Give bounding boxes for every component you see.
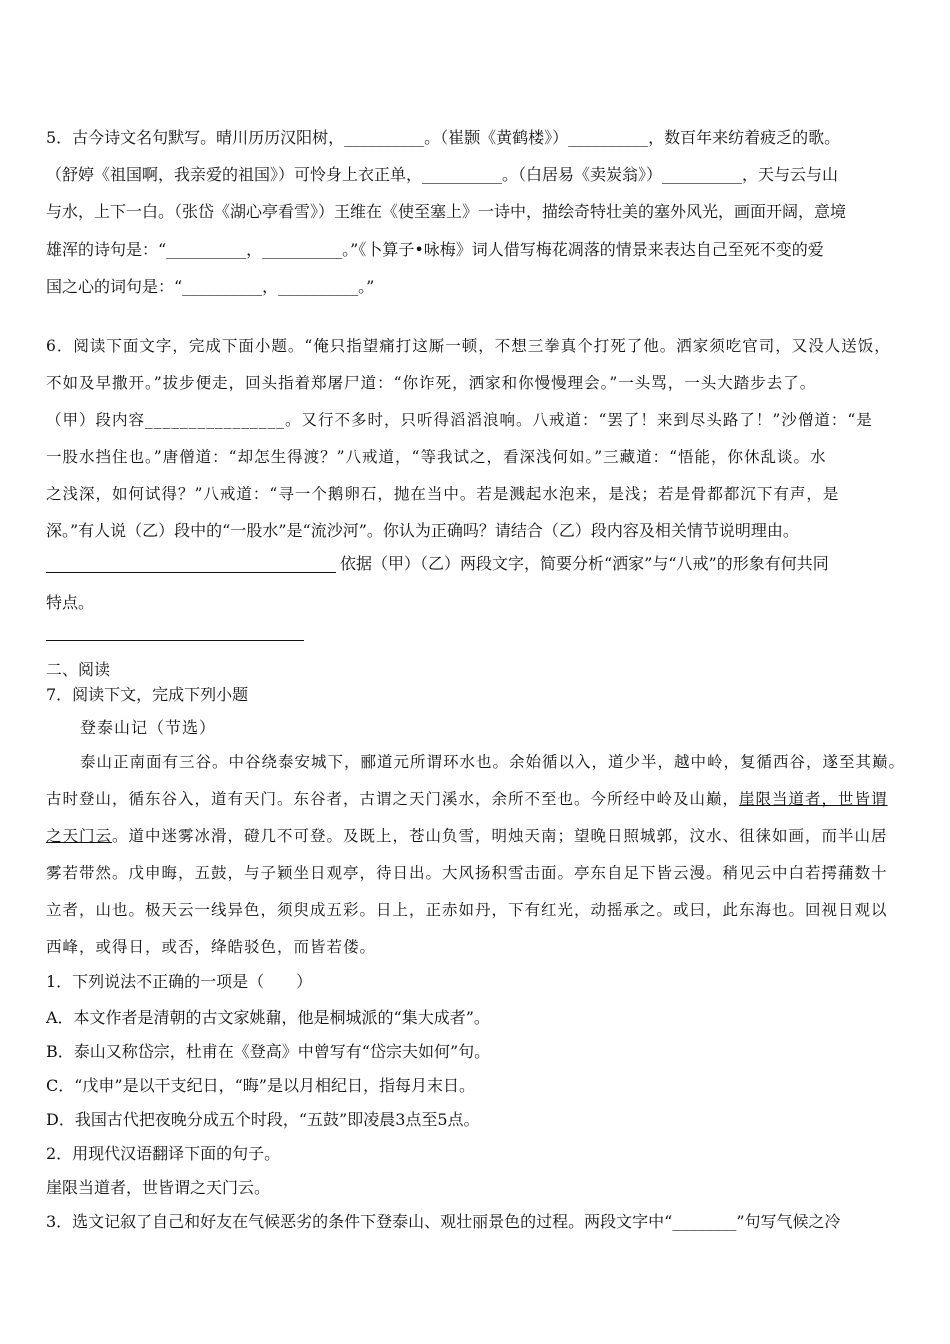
passage-line-5: 立者，山也。极天云一线异色，须臾成五彩。日上，正赤如丹，下有红光，动摇承之。或曰，此东海也。回视日观以 [46, 901, 888, 919]
q5-line-3: 与水，上下一白。（张岱《湖心亭看雪》）王维在《使至塞上》一诗中，描绘奇特壮美的塞外风光，画面开阔，意境 [46, 202, 847, 221]
q6-line-7: 依据（甲）（乙）两段文字，简要分析“洒家”与“八戒”的形象有何共同 [340, 554, 829, 573]
option-a: A．本文作者是清朝的古文家姚鼐，他是桐城派的“集大成者”。 [46, 1008, 490, 1027]
subq-1: 1．下列说法不正确的一项是（ ） [46, 972, 313, 991]
passage-line-4: 雾若带然。戊申晦，五鼓，与子颖坐日观亭，待日出。大风扬积雪击面。亭东自足下皆云漫。稍见云中白若摴蒱数十 [46, 864, 888, 882]
passage-underlined-2: 之天门云 [46, 827, 113, 845]
option-c: C．“戊申”是以干支纪日，“晦”是以月相纪日，指每月末日。 [46, 1076, 475, 1095]
answer-blank-1 [46, 572, 336, 573]
passage-underlined-1: 崖限当道者，世皆谓 [739, 790, 888, 808]
passage-line-2-text: 古时登山，循东谷入，道有天门。东谷者，古谓之天门溪水，余所不至也。今所经中岭及山巅， [46, 790, 740, 808]
subq-2-sentence: 崖限当道者，世皆谓之天门云。 [46, 1178, 271, 1197]
subq-3: 3．选文记叙了自己和好友在气候恶劣的条件下登泰山、观壮丽景色的过程。两段文字中“________”句写气候之冷 [46, 1212, 841, 1231]
q5-line-2: （舒婷《祖国啊，我亲爱的祖国》）可怜身上衣正单，__________。（白居易《卖炭翁》）__________，天与云与山 [46, 165, 839, 184]
passage-title: 登泰山记（节选） [80, 718, 217, 737]
passage-line-2 [46, 789, 910, 809]
section-heading: 二、阅读 [46, 660, 111, 679]
q6-line-8: 特点。 [46, 593, 95, 612]
q6-line-5: 之浅深，如何试得？”八戒道：“寻一个鹅卵石，抛在当中。若是溅起水泡来，是浅；若是骨都都沉下有声，是 [46, 485, 840, 503]
answer-blank-2 [46, 640, 304, 641]
passage-line-1: 泰山正南面有三谷。中谷绕泰安城下，郦道元所谓环水也。余始循以入，道少半，越中岭，复循西谷，遂至其巅。 [80, 753, 906, 771]
passage-line-6: 西峰，或得日，或否，绛皓驳色，而皆若偻。 [46, 938, 377, 956]
passage-line-3 [46, 826, 910, 846]
q5-line-5: 国之心的词句是：“__________，__________。” [46, 277, 375, 296]
q6-line-4: 一股水挡住也。”唐僧道：“却怎生得渡？”八戒道，“等我试之，看深浅何如。”三藏道：“悟能，你休乱谈。水 [46, 448, 827, 466]
q6-line-3: （甲）段内容________________。又行不多时，只听得滔滔浪响。八戒道：“罢了！来到尽头路了！”沙僧道：“是 [46, 411, 873, 429]
option-d: D．我国古代把夜晚分成五个时段，“五鼓”即凌晨3点至5点。 [46, 1110, 480, 1129]
subq-2: 2．用现代汉语翻译下面的句子。 [46, 1144, 281, 1163]
option-b: B．泰山又称岱宗，杜甫在《登高》中曾写有“岱宗夫如何”句。 [46, 1042, 491, 1061]
passage-line-3-text: 。道中迷雾冰滑，磴几不可登。及既上，苍山负雪，明烛天南；望晚日照城郭，汶水、徂徕如画，而半山居 [112, 827, 888, 845]
q6-line-2: 不如及早撒开。”拔步便走，回头指着郑屠尸道：“你诈死，洒家和你慢慢理会。”一头骂，一头大踏步去了。 [46, 374, 817, 392]
q7-prompt: 7．阅读下文，完成下列小题 [46, 685, 249, 704]
q5-line-4: 雄浑的诗句是：“__________，__________。”《卜算子•咏梅》词人借写梅花凋落的情景来表达自己至死不变的爱 [46, 240, 824, 259]
q5-line-1: 5．古今诗文名句默写。晴川历历汉阳树，__________。（崔颢《黄鹤楼》）__________，数百年来纺着疲乏的歌。 [46, 128, 841, 147]
q6-line-1: 6．阅读下面文字，完成下面小题。“俺只指望痛打这厮一顿，不想三拳真个打死了他。洒家须吃官司，又没人送饭， [46, 337, 891, 355]
q6-line-6: 深。”有人说（乙）段中的“一股水”是“流沙河”。你认为正确吗？请结合（乙）段内容及相关情节说明理由。 [46, 521, 799, 540]
